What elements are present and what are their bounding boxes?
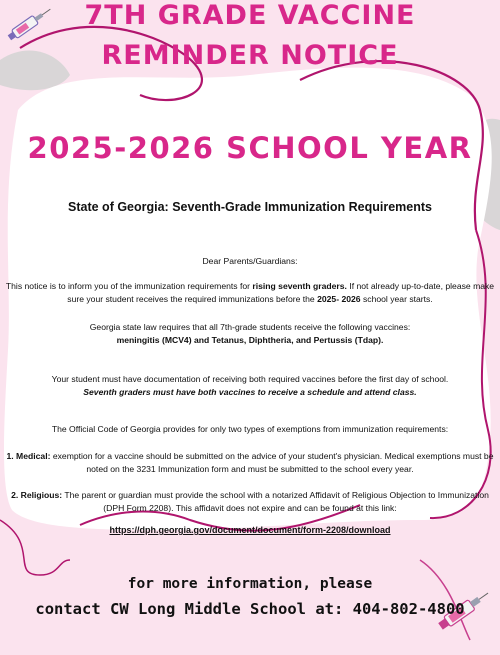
form-2208-link[interactable]: https://dph.georgia.gov/document/document/form-2208/download — [109, 525, 391, 535]
contact-line-1: for more information, please — [127, 576, 373, 592]
documentation-paragraph — [0, 373, 500, 399]
religious-exemption — [0, 489, 500, 515]
intro-text-b: If not already up-to-date, please make sure your student receives the required immunizations before the — [67, 281, 495, 304]
title-line-1: 7TH GRADE VACCINE — [84, 0, 416, 31]
title-line-2: REMINDER NOTICE — [101, 40, 399, 71]
intro-text-c: school year starts. — [360, 294, 433, 304]
medical-exemption — [0, 450, 500, 476]
law-text: Georgia state law requires that all 7th-grade students receive the following vaccines: — [89, 322, 411, 332]
intro-bold-year: 2025- 2026 — [317, 294, 361, 304]
religious-text: The parent or guardian must provide the school with a notarized Affidavit of Religious Objection to Immunization (DPH Form 2208). This affidavit does not expire and can be found at this link: — [62, 490, 489, 513]
religious-label: 2. Religious: — [11, 490, 63, 500]
school-year-heading: 2025-2026 SCHOOL YEAR — [27, 131, 473, 165]
greeting: Dear Parents/Guardians: — [202, 256, 298, 266]
vaccines-list: meningitis (MCV4) and Tetanus, Diphtheria, and Pertussis (Tdap). — [116, 335, 384, 345]
contact-line-2: contact CW Long Middle School at: 404-802-4800 — [35, 600, 465, 618]
exemptions-intro: The Official Code of Georgia provides for only two types of exemptions from immunization requirements: — [51, 424, 449, 434]
medical-label: 1. Medical: — [6, 451, 51, 461]
intro-bold-rising: rising seventh graders. — [252, 281, 347, 291]
notice-subtitle: State of Georgia: Seventh-Grade Immunization Requirements — [68, 200, 432, 214]
intro-paragraph — [0, 280, 500, 306]
law-paragraph — [0, 321, 500, 347]
documentation-emphasis: Seventh graders must have both vaccines to receive a schedule and attend class. — [83, 387, 417, 397]
documentation-text: Your student must have documentation of receiving both required vaccines before the first day of school. — [51, 374, 449, 384]
medical-text: exemption for a vaccine should be submitted on the advice of your student's physician. Medical exemptions must be noted on the 3231 Immunization form and must be submitted to the school every year. — [50, 451, 494, 474]
intro-text-a: This notice is to inform you of the immunization requirements for — [5, 281, 253, 291]
